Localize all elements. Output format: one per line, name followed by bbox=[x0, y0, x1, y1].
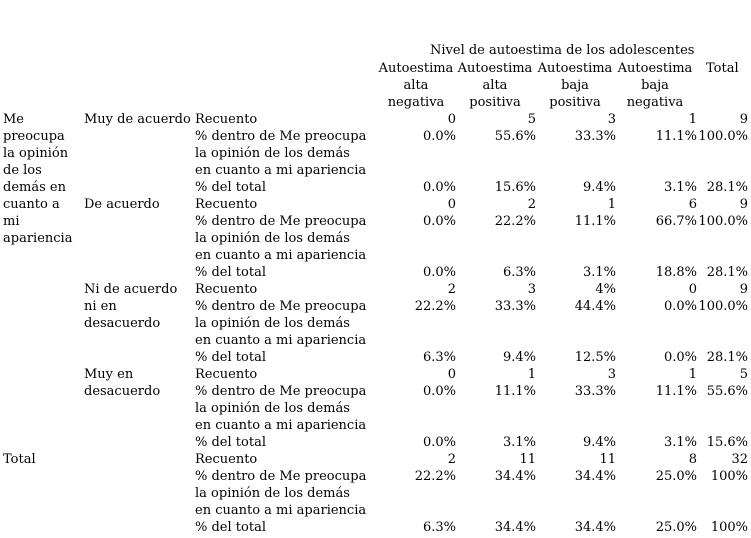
cell: 3.1% bbox=[663, 435, 697, 450]
row-variable-label-line3: la opinión bbox=[3, 146, 69, 161]
cell: 8 bbox=[688, 452, 697, 467]
col-header-alta-positiva-line1: Autoestima bbox=[457, 61, 533, 76]
cell: 1 bbox=[688, 367, 697, 382]
cell: 6.3% bbox=[422, 350, 456, 365]
col-header-baja-negativa-line2: baja bbox=[641, 78, 669, 93]
category-label: desacuerdo bbox=[84, 384, 161, 399]
cell: 2 bbox=[527, 197, 536, 212]
cell: 44.4% bbox=[574, 299, 616, 314]
cell: 100.0% bbox=[698, 214, 748, 229]
cell: 0 bbox=[688, 282, 697, 297]
cell: 3 bbox=[607, 367, 616, 382]
cell: 33.3% bbox=[574, 384, 616, 399]
col-header-baja-negativa-line3: negativa bbox=[626, 95, 684, 110]
cell: 3.1% bbox=[582, 265, 616, 280]
row-variable-label-line6: cuanto a bbox=[3, 197, 60, 212]
cell: 6.3% bbox=[422, 520, 456, 535]
stat-label: en cuanto a mi apariencia bbox=[195, 248, 367, 263]
cell: 0 bbox=[447, 367, 456, 382]
cell: 1 bbox=[688, 112, 697, 127]
cell: 0 bbox=[447, 197, 456, 212]
category-label: Muy de acuerdo bbox=[84, 112, 191, 127]
stat-label: Recuento bbox=[195, 112, 258, 127]
cell: 33.3% bbox=[494, 299, 536, 314]
stat-label: la opinión de los demás bbox=[195, 401, 350, 416]
col-header-baja-negativa-line1: Autoestima bbox=[617, 61, 693, 76]
cell: 33.3% bbox=[574, 129, 616, 144]
col-header-baja-positiva-line2: baja bbox=[561, 78, 589, 93]
cell: 1 bbox=[607, 197, 616, 212]
row-variable-label-line1: Me bbox=[3, 112, 25, 127]
stat-label: la opinión de los demás bbox=[195, 231, 350, 246]
cell: 5 bbox=[739, 367, 748, 382]
cell: 9.4% bbox=[502, 350, 536, 365]
row-variable-label-line2: preocupa bbox=[3, 129, 65, 144]
header-group-title: Nivel de autoestima de los adolescentes bbox=[430, 43, 695, 58]
stat-label: % del total bbox=[195, 435, 266, 450]
stat-label: en cuanto a mi apariencia bbox=[195, 418, 367, 433]
stat-label: la opinión de los demás bbox=[195, 316, 350, 331]
col-header-baja-positiva-line1: Autoestima bbox=[537, 61, 613, 76]
cell: 3 bbox=[607, 112, 616, 127]
row-variable-label-line5: demás en bbox=[3, 180, 66, 195]
category-label: Muy en bbox=[84, 367, 134, 382]
row-variable-label-line7: mi bbox=[3, 214, 20, 229]
cell: 34.4% bbox=[574, 520, 616, 535]
cell: 11 bbox=[599, 452, 616, 467]
stat-label: % del total bbox=[195, 520, 266, 535]
stat-label: % del total bbox=[195, 180, 266, 195]
cell: 6 bbox=[688, 197, 697, 212]
cell: 0.0% bbox=[422, 129, 456, 144]
category-label: desacuerdo bbox=[84, 316, 161, 331]
cell: 22.2% bbox=[414, 469, 456, 484]
cell: 1 bbox=[527, 367, 536, 382]
cell: 9.4% bbox=[582, 435, 616, 450]
cell: 5 bbox=[527, 112, 536, 127]
cell: 3.1% bbox=[502, 435, 536, 450]
stat-label: % dentro de Me preocupa bbox=[195, 129, 367, 144]
total-row-label: Total bbox=[3, 452, 36, 467]
stat-label: % dentro de Me preocupa bbox=[195, 469, 367, 484]
cell: 11.1% bbox=[574, 214, 616, 229]
stat-label: Recuento bbox=[195, 282, 258, 297]
col-header-baja-positiva-line3: positiva bbox=[549, 95, 601, 110]
cell: 0.0% bbox=[422, 384, 456, 399]
cell: 0 bbox=[447, 112, 456, 127]
stat-label: Recuento bbox=[195, 367, 258, 382]
cell: 15.6% bbox=[494, 180, 536, 195]
cell: 34.4% bbox=[494, 469, 536, 484]
cell: 32 bbox=[731, 452, 748, 467]
stat-label: % del total bbox=[195, 350, 266, 365]
stat-label: % del total bbox=[195, 265, 266, 280]
stat-label: en cuanto a mi apariencia bbox=[195, 163, 367, 178]
cell: 55.6% bbox=[494, 129, 536, 144]
cell: 6.3% bbox=[502, 265, 536, 280]
cell: 22.2% bbox=[414, 299, 456, 314]
stat-label: en cuanto a mi apariencia bbox=[195, 503, 367, 518]
cell: 4% bbox=[595, 282, 616, 297]
cell: 12.5% bbox=[574, 350, 616, 365]
cell: 0.0% bbox=[422, 180, 456, 195]
cell: 2 bbox=[447, 282, 456, 297]
category-label: ni en bbox=[84, 299, 117, 314]
cell: 28.1% bbox=[706, 350, 748, 365]
stat-label: en cuanto a mi apariencia bbox=[195, 333, 367, 348]
cell: 0.0% bbox=[422, 265, 456, 280]
cell: 0.0% bbox=[422, 214, 456, 229]
cell: 3 bbox=[527, 282, 536, 297]
cell: 34.4% bbox=[574, 469, 616, 484]
cell: 18.8% bbox=[655, 265, 697, 280]
cell: 3.1% bbox=[663, 180, 697, 195]
stat-label: la opinión de los demás bbox=[195, 486, 350, 501]
col-header-alta-positiva-line2: alta bbox=[482, 78, 508, 93]
cell: 0.0% bbox=[663, 350, 697, 365]
cell: 9 bbox=[739, 112, 748, 127]
cell: 100.0% bbox=[698, 299, 748, 314]
category-label: Ni de acuerdo bbox=[84, 282, 178, 297]
cell: 11.1% bbox=[494, 384, 536, 399]
stat-label: la opinión de los demás bbox=[195, 146, 350, 161]
cell: 9 bbox=[739, 197, 748, 212]
row-variable-label-line4: de los bbox=[3, 163, 42, 178]
stat-label: Recuento bbox=[195, 452, 258, 467]
category-label: De acuerdo bbox=[84, 197, 160, 212]
cell: 9.4% bbox=[582, 180, 616, 195]
cell: 55.6% bbox=[706, 384, 748, 399]
stat-label: Recuento bbox=[195, 197, 258, 212]
stat-label: % dentro de Me preocupa bbox=[195, 214, 367, 229]
stat-label: % dentro de Me preocupa bbox=[195, 299, 367, 314]
cell: 0.0% bbox=[663, 299, 697, 314]
cell: 11.1% bbox=[655, 384, 697, 399]
cell: 66.7% bbox=[655, 214, 697, 229]
cell: 28.1% bbox=[706, 180, 748, 195]
cell: 100% bbox=[710, 520, 748, 535]
col-header-total: Total bbox=[706, 61, 739, 76]
cell: 2 bbox=[447, 452, 456, 467]
cell: 100.0% bbox=[698, 129, 748, 144]
stat-label: % dentro de Me preocupa bbox=[195, 384, 367, 399]
col-header-alta-negativa-line3: negativa bbox=[387, 95, 445, 110]
row-variable-label-line8: apariencia bbox=[3, 231, 73, 246]
col-header-alta-negativa-line1: Autoestima bbox=[378, 61, 454, 76]
cell: 22.2% bbox=[494, 214, 536, 229]
cell: 34.4% bbox=[494, 520, 536, 535]
cell: 9 bbox=[739, 282, 748, 297]
cell: 11 bbox=[519, 452, 536, 467]
cell: 0.0% bbox=[422, 435, 456, 450]
cell: 100% bbox=[710, 469, 748, 484]
cell: 11.1% bbox=[655, 129, 697, 144]
cell: 28.1% bbox=[706, 265, 748, 280]
cell: 25.0% bbox=[655, 520, 697, 535]
cell: 15.6% bbox=[706, 435, 748, 450]
col-header-alta-negativa-line2: alta bbox=[403, 78, 429, 93]
col-header-alta-positiva-line3: positiva bbox=[469, 95, 521, 110]
cell: 25.0% bbox=[655, 469, 697, 484]
